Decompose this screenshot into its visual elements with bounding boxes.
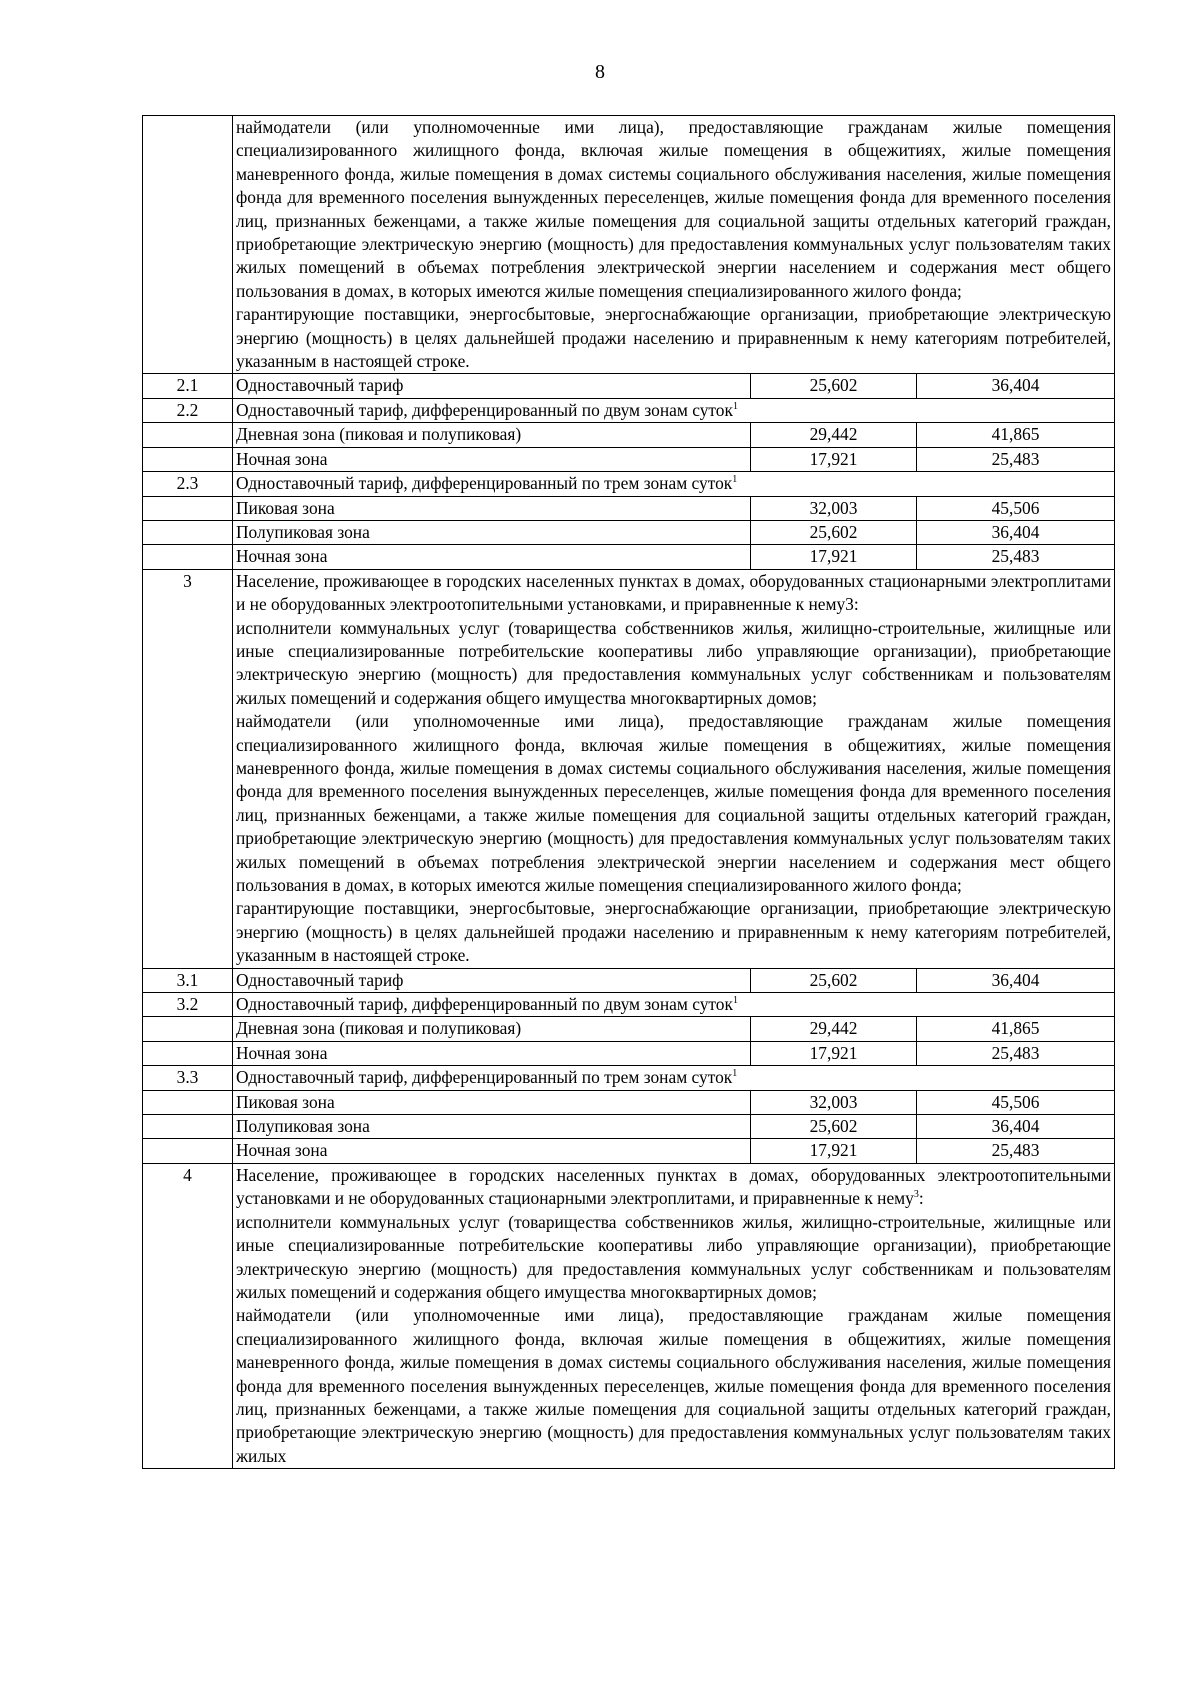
table-row — [143, 545, 1115, 569]
table-row — [143, 1090, 1115, 1114]
tariff-value-1: 32,003 — [751, 496, 917, 520]
table-row — [143, 1163, 1115, 1468]
row-number-cell — [143, 520, 233, 544]
row-number-cell — [143, 447, 233, 471]
paragraph: Население, проживающее в городских населенных пунктах в домах, оборудованных стационарными электроплитами и не оборудованных электроотопительными установками, и приравненные к нему3: — [236, 570, 1112, 615]
footnote-mark: 1 — [732, 474, 738, 486]
row-number-cell — [143, 1115, 233, 1139]
row-number: 3.2 — [143, 993, 233, 1017]
tariff-value-1: 29,442 — [751, 1017, 917, 1041]
tariff-label: Пиковая зона — [233, 1090, 751, 1114]
tariff-value-2: 25,483 — [917, 545, 1115, 569]
tariff-group-label — [233, 993, 1115, 1017]
table-row — [143, 374, 1115, 398]
heading-text: Население, проживающее в городских населенных пунктах в домах, оборудованных электроотопительными установками и не оборудованных стационарными электроплитами, и приравненные к нему — [236, 1164, 1112, 1209]
tariff-value-2: 36,404 — [917, 520, 1115, 544]
tariff-table — [142, 115, 1115, 1469]
row-number-cell — [143, 1090, 233, 1114]
tariff-value-2: 41,865 — [917, 1017, 1115, 1041]
tariff-label: Полупиковая зона — [233, 520, 751, 544]
table-row — [143, 1066, 1115, 1090]
tariff-label: Ночная зона — [233, 545, 751, 569]
table-row — [143, 496, 1115, 520]
row-number: 2.2 — [143, 398, 233, 422]
row-number: 2.3 — [143, 472, 233, 496]
paragraph: гарантирующие поставщики, энергосбытовые, энергоснабжающие организации, приобретающие электрическую энергию (мощность) в целях дальнейшей продажи населению и приравненным к нему категориям потребителей, указанным в настоящей строке. — [236, 304, 1112, 372]
paragraph: исполнители коммунальных услуг (товарищества собственников жилья, жилищно-строительные, жилищные или иные специализированные потребительские кооперативы либо управляющие организации), приобретающие электрическую энергию (мощность) для предоставления коммунальных услуг собственникам и пользователям жилых помещений и содержания общего имущества многоквартирных домов; — [236, 1211, 1112, 1302]
section-description — [233, 569, 1115, 968]
tariff-group-text: Одноставочный тариф, дифференцированный по двум зонам суток — [236, 399, 733, 420]
table-row — [143, 1115, 1115, 1139]
table-row — [143, 116, 1115, 374]
footnote-mark: 1 — [732, 400, 738, 412]
table-row — [143, 968, 1115, 992]
tariff-label: Полупиковая зона — [233, 1115, 751, 1139]
tariff-group-text: Одноставочный тариф, дифференцированный по трем зонам суток — [236, 1067, 733, 1088]
table-row — [143, 1041, 1115, 1065]
table-row — [143, 1139, 1115, 1163]
table-row — [143, 447, 1115, 471]
footnote-mark: 1 — [732, 995, 738, 1007]
tariff-value-1: 29,442 — [751, 423, 917, 447]
tariff-group-label — [233, 398, 1115, 422]
row-number: 4 — [143, 1163, 233, 1468]
table-row — [143, 472, 1115, 496]
section-description — [233, 116, 1115, 374]
tariff-label: Дневная зона (пиковая и полупиковая) — [233, 1017, 751, 1041]
tariff-value-2: 36,404 — [917, 1115, 1115, 1139]
row-number-cell — [143, 545, 233, 569]
row-number-cell — [143, 423, 233, 447]
tariff-label: Одноставочный тариф — [233, 968, 751, 992]
row-number-cell — [143, 1041, 233, 1065]
tariff-value-2: 36,404 — [917, 968, 1115, 992]
tariff-group-text: Одноставочный тариф, дифференцированный по двум зонам суток — [236, 994, 733, 1015]
paragraph: наймодатели (или уполномоченные ими лица), предоставляющие гражданам жилые помещения специализированного жилищного фонда, включая жилые помещения в общежитиях, жилые помещения маневренного фонда, жилые помещения в домах системы социального обслуживания населения, жилые помещения фонда для временного поселения вынужденных переселенцев, жилые помещения фонда для временного поселения лиц, признанных беженцами, а также жилые помещения для социальной защиты отдельных категорий граждан, приобретающие электрическую энергию (мощность) для предоставления коммунальных услуг пользователям таких жилых — [236, 1305, 1112, 1466]
tariff-value-2: 41,865 — [917, 423, 1115, 447]
row-number-cell — [143, 116, 233, 374]
tariff-label: Пиковая зона — [233, 496, 751, 520]
tariff-value-1: 25,602 — [751, 1115, 917, 1139]
tariff-value-1: 32,003 — [751, 1090, 917, 1114]
tariff-value-1: 25,602 — [751, 520, 917, 544]
tariff-group-label — [233, 1066, 1115, 1090]
table-row — [143, 1017, 1115, 1041]
section-description — [233, 1163, 1115, 1468]
row-number: 3 — [143, 569, 233, 968]
tariff-value-2: 36,404 — [917, 374, 1115, 398]
tariff-label: Дневная зона (пиковая и полупиковая) — [233, 423, 751, 447]
table-row — [143, 423, 1115, 447]
section-heading — [236, 1164, 1111, 1211]
tariff-label: Ночная зона — [233, 1041, 751, 1065]
tariff-value-2: 25,483 — [917, 1041, 1115, 1065]
footnote-mark: 1 — [732, 1068, 738, 1080]
tariff-value-2: 25,483 — [917, 1139, 1115, 1163]
tariff-value-1: 17,921 — [751, 545, 917, 569]
tariff-value-1: 17,921 — [751, 1041, 917, 1065]
page-number: 8 — [595, 61, 605, 83]
tariff-value-1: 25,602 — [751, 374, 917, 398]
footnote-mark: 3 — [913, 1189, 919, 1201]
row-number: 3.1 — [143, 968, 233, 992]
row-number-cell — [143, 496, 233, 520]
tariff-label: Ночная зона — [233, 447, 751, 471]
paragraph: исполнители коммунальных услуг (товарищества собственников жилья, жилищно-строительные, жилищные или иные специализированные потребительские кооперативы либо управляющие организации), приобретающие электрическую энергию (мощность) для предоставления коммунальных услуг собственникам и пользователям жилых помещений и содержания общего имущества многоквартирных домов; — [236, 617, 1112, 708]
row-number-cell — [143, 1017, 233, 1041]
tariff-group-label — [233, 472, 1115, 496]
row-number: 2.1 — [143, 374, 233, 398]
paragraph: наймодатели (или уполномоченные ими лица), предоставляющие гражданам жилые помещения специализированного жилищного фонда, включая жилые помещения в общежитиях, жилые помещения маневренного фонда, жилые помещения в домах системы социального обслуживания населения, жилые помещения фонда для временного поселения вынужденных переселенцев, жилые помещения фонда для временного поселения лиц, признанных беженцами, а также жилые помещения для социальной защиты отдельных категорий граждан, приобретающие электрическую энергию (мощность) для предоставления коммунальных услуг пользователям таких жилых помещений в объемах потребления электрической энергии населением и содержания мест общего пользования в домах, в которых имеются жилые помещения специализированного жилого фонда; — [236, 117, 1112, 301]
table-row — [143, 569, 1115, 968]
tariff-label: Ночная зона — [233, 1139, 751, 1163]
tariff-group-text: Одноставочный тариф, дифференцированный по трем зонам суток — [236, 473, 733, 494]
tariff-value-1: 17,921 — [751, 1139, 917, 1163]
table-row — [143, 993, 1115, 1017]
table-row — [143, 398, 1115, 422]
tariff-value-1: 17,921 — [751, 447, 917, 471]
paragraph: наймодатели (или уполномоченные ими лица), предоставляющие гражданам жилые помещения специализированного жилищного фонда, включая жилые помещения в общежитиях, жилые помещения маневренного фонда, жилые помещения в домах системы социального обслуживания населения, жилые помещения фонда для временного поселения вынужденных переселенцев, жилые помещения фонда для временного поселения лиц, признанных беженцами, а также жилые помещения для социальной защиты отдельных категорий граждан, приобретающие электрическую энергию (мощность) для предоставления коммунальных услуг пользователям таких жилых помещений в объемах потребления электрической энергии населением и содержания мест общего пользования в домах, в которых имеются жилые помещения специализированного жилого фонда; — [236, 711, 1112, 895]
row-number: 3.3 — [143, 1066, 233, 1090]
tariff-value-2: 25,483 — [917, 447, 1115, 471]
paragraph: гарантирующие поставщики, энергосбытовые, энергоснабжающие организации, приобретающие электрическую энергию (мощность) в целях дальнейшей продажи населению и приравненным к нему категориям потребителей, указанным в настоящей строке. — [236, 898, 1112, 966]
row-number-cell — [143, 1139, 233, 1163]
tariff-label: Одноставочный тариф — [233, 374, 751, 398]
tariff-value-1: 25,602 — [751, 968, 917, 992]
heading-end: : — [918, 1188, 924, 1209]
tariff-value-2: 45,506 — [917, 496, 1115, 520]
tariff-value-2: 45,506 — [917, 1090, 1115, 1114]
table-row — [143, 520, 1115, 544]
